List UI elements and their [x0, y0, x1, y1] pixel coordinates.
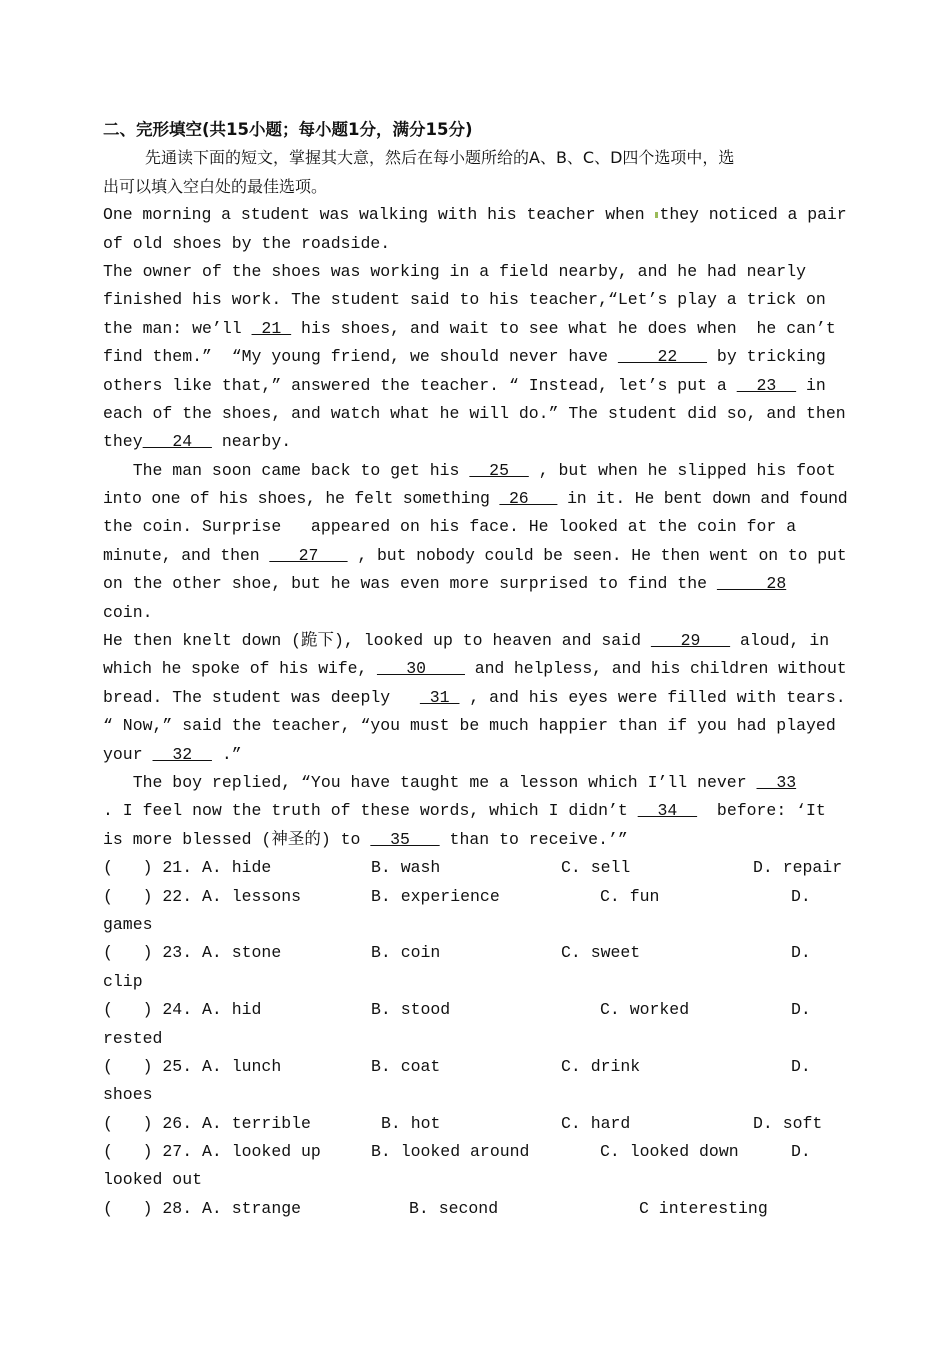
option-c[interactable]: C. looked down [600, 1142, 739, 1162]
passage-line: into one of his shoes, he felt something 26 in it. He bent down and found [103, 489, 848, 509]
blank-33[interactable]: 33 [756, 773, 797, 792]
option-d-wrap: clip [103, 971, 143, 991]
question-22[interactable]: ( ) 22. A. lessons B. experience C. fun D. [103, 883, 847, 911]
option-d[interactable]: D. [791, 1056, 811, 1076]
option-d[interactable]: D. [791, 1000, 811, 1020]
option-b[interactable]: B. looked around [371, 1142, 530, 1162]
blank-32[interactable]: 32 [152, 744, 212, 764]
option-b[interactable]: B. coat [371, 1056, 441, 1076]
passage-line: the coin. Surprise appeared on his face. He looked at the coin for a [103, 517, 797, 537]
option-d[interactable]: D. [791, 886, 811, 906]
option-d[interactable]: D. [791, 1142, 811, 1162]
passage-line: the man: we’ll 21 his shoes, and wait to see what he does when he can’t [103, 318, 836, 338]
passage-line: The owner of the shoes was working in a field nearby, and he had nearly [103, 261, 807, 281]
option-b[interactable]: B. hot [381, 1113, 441, 1133]
blank-27[interactable]: 27 [269, 545, 348, 565]
passage-line: your 32 .” [103, 744, 242, 764]
option-c[interactable]: C. drink [561, 1056, 641, 1076]
cursor-mark [655, 212, 658, 218]
section-title: 二、完形填空(共15小题；每小题1分，满分15分) [103, 120, 473, 139]
option-c[interactable]: C. sell [561, 858, 631, 878]
option-c[interactable]: C. sweet [561, 943, 641, 963]
passage-line: He then knelt down (跪下), looked up to heaven and said 29 aloud, in [103, 631, 830, 651]
blank-24[interactable]: 24 [142, 432, 212, 452]
blank-34[interactable]: 34 [637, 801, 698, 821]
option-c[interactable]: C. worked [600, 1000, 690, 1020]
passage-line: of old shoes by the roadside. [103, 233, 391, 253]
option-b[interactable]: B. wash [371, 858, 441, 878]
instruction-line-2: 出可以填入空白处的最佳选项。 [103, 176, 328, 196]
passage-line: bread. The student was deeply 31 , and his eyes were filled with tears. [103, 687, 846, 707]
option-b[interactable]: B. second [409, 1198, 499, 1218]
blank-35[interactable]: 35 [370, 829, 440, 849]
option-d[interactable]: D. soft [753, 1113, 823, 1133]
passage-line: they 24 nearby. [103, 432, 292, 452]
instruction-line-1: 先通读下面的短文，掌握其大意，然后在每小题所给的A、B、C、D四个选项中，选 [145, 148, 735, 168]
blank-25[interactable]: 25 [469, 460, 529, 480]
option-d-wrap: games [103, 914, 153, 934]
passage-line: others like that,” answered the teacher. “ Instead, let’s put a 23 in [103, 375, 826, 395]
option-d[interactable]: D. [791, 943, 811, 963]
passage-line: One morning a student was walking with his teacher when they noticed a pair [103, 205, 847, 225]
blank-23[interactable]: 23 [736, 375, 797, 395]
option-d-wrap: shoes [103, 1085, 153, 1105]
passage-line: each of the shoes, and watch what he will do.” The student did so, and then [103, 403, 846, 423]
option-d[interactable]: D. repair [753, 858, 843, 878]
blank-26[interactable]: 26 [499, 489, 558, 509]
question-25[interactable]: ( ) 25. A. lunch B. coat C. drink D. [103, 1053, 847, 1081]
option-b[interactable]: B. coin [371, 943, 441, 963]
passage-line: “ Now,” said the teacher, “you must be much happier than if you had played [103, 716, 836, 736]
passage-line: The boy replied, “You have taught me a lesson which I’ll never 33 [103, 773, 797, 792]
passage-line: on the other shoe, but he was even more surprised to find the 28 [103, 574, 787, 594]
passage-line: The man soon came back to get his 25 , but when he slipped his foot [103, 460, 836, 480]
passage-line: finished his work. The student said to his teacher,“Let’s play a trick on [103, 290, 826, 310]
question-28[interactable]: ( ) 28. A. strange B. second C interesting [103, 1195, 847, 1223]
option-b[interactable]: B. stood [371, 1000, 451, 1020]
option-c[interactable]: C. hard [561, 1113, 631, 1133]
passage-line: which he spoke of his wife, 30 and helpless, and his children without [103, 659, 847, 679]
passage-line: minute, and then 27 , but nobody could be seen. He then went on to put [103, 545, 847, 565]
blank-29[interactable]: 29 [650, 631, 731, 651]
option-c[interactable]: C interesting [639, 1198, 768, 1218]
blank-21[interactable]: 21 [251, 318, 292, 338]
option-b[interactable]: B. experience [371, 886, 500, 906]
question-24[interactable]: ( ) 24. A. hid B. stood C. worked D. [103, 996, 847, 1024]
blank-22[interactable]: 22 [617, 347, 708, 367]
passage-line: find them.” “My young friend, we should never have 22 by tricking [103, 347, 826, 367]
question-26[interactable]: ( ) 26. A. terrible B. hot C. hard D. soft [103, 1110, 847, 1138]
blank-30[interactable]: 30 [376, 659, 465, 679]
option-d-wrap: rested [103, 1028, 163, 1048]
question-23[interactable]: ( ) 23. A. stone B. coin C. sweet D. [103, 939, 847, 967]
passage-line: coin. [103, 602, 153, 622]
document-page [103, 116, 847, 1223]
passage-line: . I feel now the truth of these words, which I didn’t 34 before: ‘It [103, 801, 826, 821]
blank-31[interactable]: 31 [419, 687, 460, 707]
passage-line: is more blessed (神圣的) to 35 than to receive.’” [103, 829, 628, 849]
blank-28[interactable]: 28 [716, 574, 787, 594]
option-d-wrap: looked out [103, 1170, 203, 1190]
question-21[interactable]: ( ) 21. A. hide B. wash C. sell D. repair [103, 854, 847, 882]
option-c[interactable]: C. fun [600, 886, 660, 906]
question-27[interactable]: ( ) 27. A. looked up B. looked around C. looked down D. [103, 1138, 847, 1166]
